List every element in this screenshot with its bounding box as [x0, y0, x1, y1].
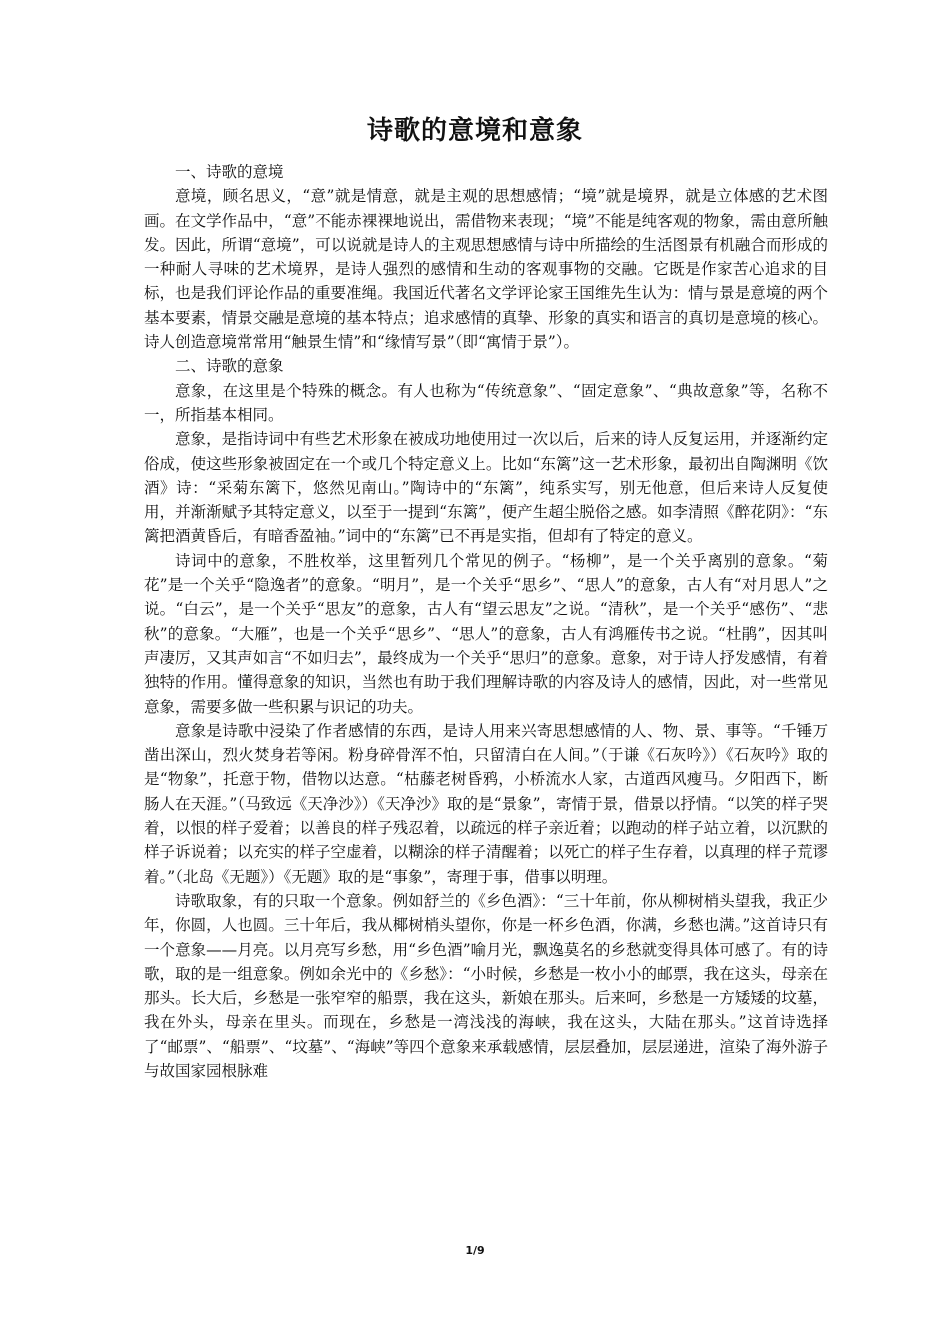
- paragraph: 诗歌取象，有的只取一个意象。例如舒兰的《乡色酒》：“三十年前，你从柳树梢头望我，我正少年，你圆，人也圆。三十年后，我从椰树梢头望你，你是一杯乡色酒，你满，乡愁也满。”这首诗只有一个意象——月亮。以月亮写乡愁，用“乡色酒”喻月光，飘逸莫名的乡愁就变得具体可感了。有的诗歌，取的是一组意象。例如余光中的《乡愁》：“小时候，乡愁是一枚小小的邮票，我在这头，母亲在那头。长大后，乡愁是一张窄窄的船票，我在这头，新娘在那头。后来呵，乡愁是一方矮矮的坟墓，我在外头，母亲在里头。而现在，乡愁是一湾浅浅的海峡，我在这头，大陆在那头。”这首诗选择了“邮票”、“船票”、“坟墓”、“海峡”等四个意象来承载感情，层层叠加，层层递进，渲染了海外游子与故国家园根脉难: [144, 891, 828, 1080]
- paragraph: 意象，在这里是个特殊的概念。有人也称为“传统意象”、“固定意象”、“典故意象”等，名称不一，所指基本相同。: [144, 381, 828, 424]
- section-heading: 二、诗歌的意象: [175, 357, 284, 376]
- paragraph: 意境，顾名思义，“意”就是情意，就是主观的思想感情；“境”就是境界，就是立体感的艺术图画。在文学作品中，“意”不能赤裸裸地说出，需借物来表现；“境”不能是纯客观的物象，需由意所触发。因此，所谓“意境”，可以说就是诗人的主观思想感情与诗中所描绘的生活图景有机融合而形成的一种耐人寻味的艺术境界，是诗人强烈的感情和生动的客观事物的交融。它既是作家苦心追求的目标，也是我们评论作品的重要准绳。我国近代著名文学评论家王国维先生认为：情与景是意境的两个基本要素，情景交融是意境的基本特点；追求感情的真挚、形象的真实和语言的真切是意境的核心。诗人创造意境常常用“触景生情”和“缘情写景”（即“寓情于景”）。: [144, 187, 828, 352]
- page-number: 1/9: [465, 1244, 485, 1257]
- paragraph: 意象是诗歌中浸染了作者感情的东西，是诗人用来兴寄思想感情的人、物、景、事等。“千锤万凿出深山，烈火焚身若等闲。粉身碎骨浑不怕，只留清白在人间。”（于谦《石灰吟》）《石灰吟》取的是“物象”，托意于物，借物以达意。“枯藤老树昏鸦，小桥流水人家，古道西风瘦马。夕阳西下，断肠人在天涯。”（马致远《天净沙》）《天净沙》取的是“景象”，寄情于景，借景以抒情。“以笑的样子哭着，以恨的样子爱着；以善良的样子残忍着，以疏远的样子亲近着；以跑动的样子站立着，以沉默的样子诉说着；以充实的样子空虚着，以糊涂的样子清醒着；以死亡的样子生存着，以真理的样子荒谬着。”（北岛《无题》）《无题》取的是“事象”，寄理于事，借事以明理。: [144, 721, 828, 886]
- section-heading: 一、诗歌的意境: [175, 163, 284, 181]
- document-title: 诗歌的意境和意象: [366, 116, 583, 146]
- document-body: [144, 160, 828, 1083]
- paragraph: 意象，是指诗词中有些艺术形象在被成功地使用过一次以后，后来的诗人反复运用，并逐渐约定俗成，使这些形象被固定在一个或几个特定意义上。比如“东篱”这一艺术形象，最初出自陶渊明《饮酒》诗：“采菊东篱下，悠然见南山。”陶诗中的“东篱”，纯系实写，别无他意，但后来诗人反复使用，并渐渐赋予其特定意义，以至于一提到“东篱”，便产生超尘脱俗之感。如李清照《醉花阴》：“东篱把酒黄昏后，有暗香盈袖。”词中的“东篱”已不再是实指，但却有了特定的意义。: [144, 430, 828, 546]
- paragraph: 诗词中的意象，不胜枚举，这里暂列几个常见的例子。“杨柳”，是一个关乎离别的意象。“菊花”是一个关乎“隐逸者”的意象。“明月”，是一个关乎“思乡”、“思人”的意象，古人有“对月思人”之说。“白云”，是一个关乎“思友”的意象，古人有“望云思友”之说。“清秋”，是一个关乎“感伤”、“悲秋”的意象。“大雁”，也是一个关乎“思乡”、“思人”的意象，古人有鸿雁传书之说。“杜鹃”，因其叫声凄厉，又其声如言“不如归去”，最终成为一个关乎“思归”的意象。意象，对于诗人抒发感情，有着独特的作用。懂得意象的知识，当然也有助于我们理解诗歌的内容及诗人的感情，因此，对一些常见意象，需要多做一些积累与识记的功夫。: [144, 551, 828, 716]
